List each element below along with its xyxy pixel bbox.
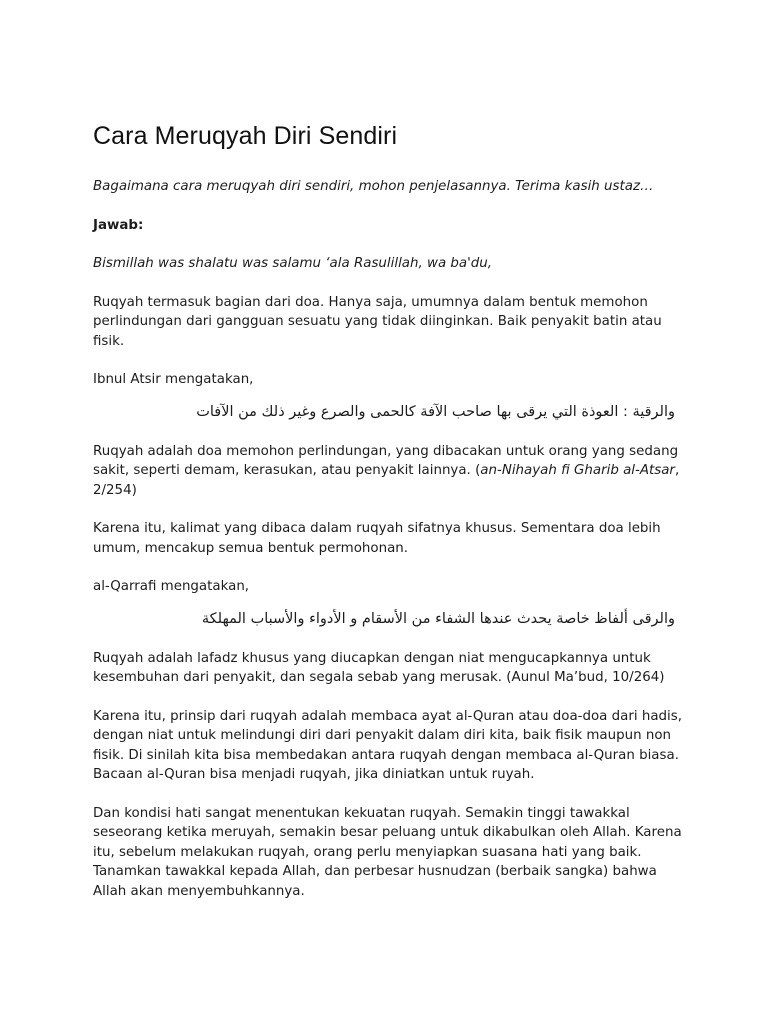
- paragraph-4: Ruqyah adalah lafadz khusus yang diucapkan dengan niat mengucapkannya untuk kesembuhan dari penyakit, dan segala sebab yang merusak. (Aunul Ma’bud, 10/264): [93, 650, 665, 685]
- opening-salutation: Bismillah was shalatu was salamu ‘ala Rasulillah, wa ba'du,: [93, 256, 493, 271]
- document-page: [93, 120, 683, 920]
- answer-label: Jawab:: [93, 217, 144, 233]
- paragraph-2-text: Ruqyah adalah doa memohon perlindungan, yang dibacakan untuk orang yang sedang sakit, seperti demam, kerasukan, atau penyakit lainnya. (: [93, 443, 679, 478]
- quote-1-arabic: والرقية : العوذة التي يرقى بها صاحب الآفة كالحمى والصرع وغير ذلك من الآفات: [196, 403, 675, 420]
- quote-1-intro: Ibnul Atsir mengatakan,: [93, 372, 254, 387]
- page-title: Cara Meruqyah Diri Sendiri: [93, 122, 398, 150]
- paragraph-2-reference: an-Nihayah fi Gharib al-Atsar: [480, 463, 675, 478]
- paragraph-2-end: , 2/254): [93, 463, 680, 498]
- paragraph-1: Ruqyah termasuk bagian dari doa. Hanya saja, umumnya dalam bentuk memohon perlindungan dari gangguan sesuatu yang tidak diinginkan. Baik penyakit batin atau fisik.: [93, 294, 662, 349]
- paragraph-5: Karena itu, prinsip dari ruqyah adalah membaca ayat al-Quran atau doa-doa dari hadis, dengan niat untuk melindungi diri dari penyakit dalam diri kita, baik fisik maupun non fisik. Di sinilah kita bisa membedakan antara ruqyah dengan membaca al-Quran biasa. Bacaan al-Quran bisa menjadi ruqyah, jika diniatkan untuk ruyah.: [93, 708, 682, 782]
- question-text: Bagaimana cara meruqyah diri sendiri, mohon penjelasannya. Terima kasih ustaz…: [93, 179, 654, 194]
- opening-text: [93, 254, 683, 274]
- paragraph-3: Karena itu, kalimat yang dibaca dalam ruqyah sifatnya khusus. Sementara doa lebih umum, mencakup semua bentuk permohonan.: [93, 521, 661, 556]
- quote-2-intro: al-Qarrafi mengatakan,: [93, 579, 250, 594]
- quote-2-arabic: والرقى ألفاظ خاصة يحدث عندها الشفاء من الأسقام و الأدواء والأسباب المهلكة: [201, 610, 675, 627]
- paragraph-6: Dan kondisi hati sangat menentukan kekuatan ruqyah. Semakin tinggi tawakkal seseorang ketika meruyah, semakin besar peluang untuk dikabulkan oleh Allah. Karena itu, sebelum melakukan ruqyah, orang perlu menyiapkan suasana hati yang baik. Tanamkan tawakkal kepada Allah, dan perbesar husnudzan (berbaik sangka) bahwa Allah akan menyembuhkannya.: [93, 805, 682, 899]
- paragraph-2: [93, 442, 683, 501]
